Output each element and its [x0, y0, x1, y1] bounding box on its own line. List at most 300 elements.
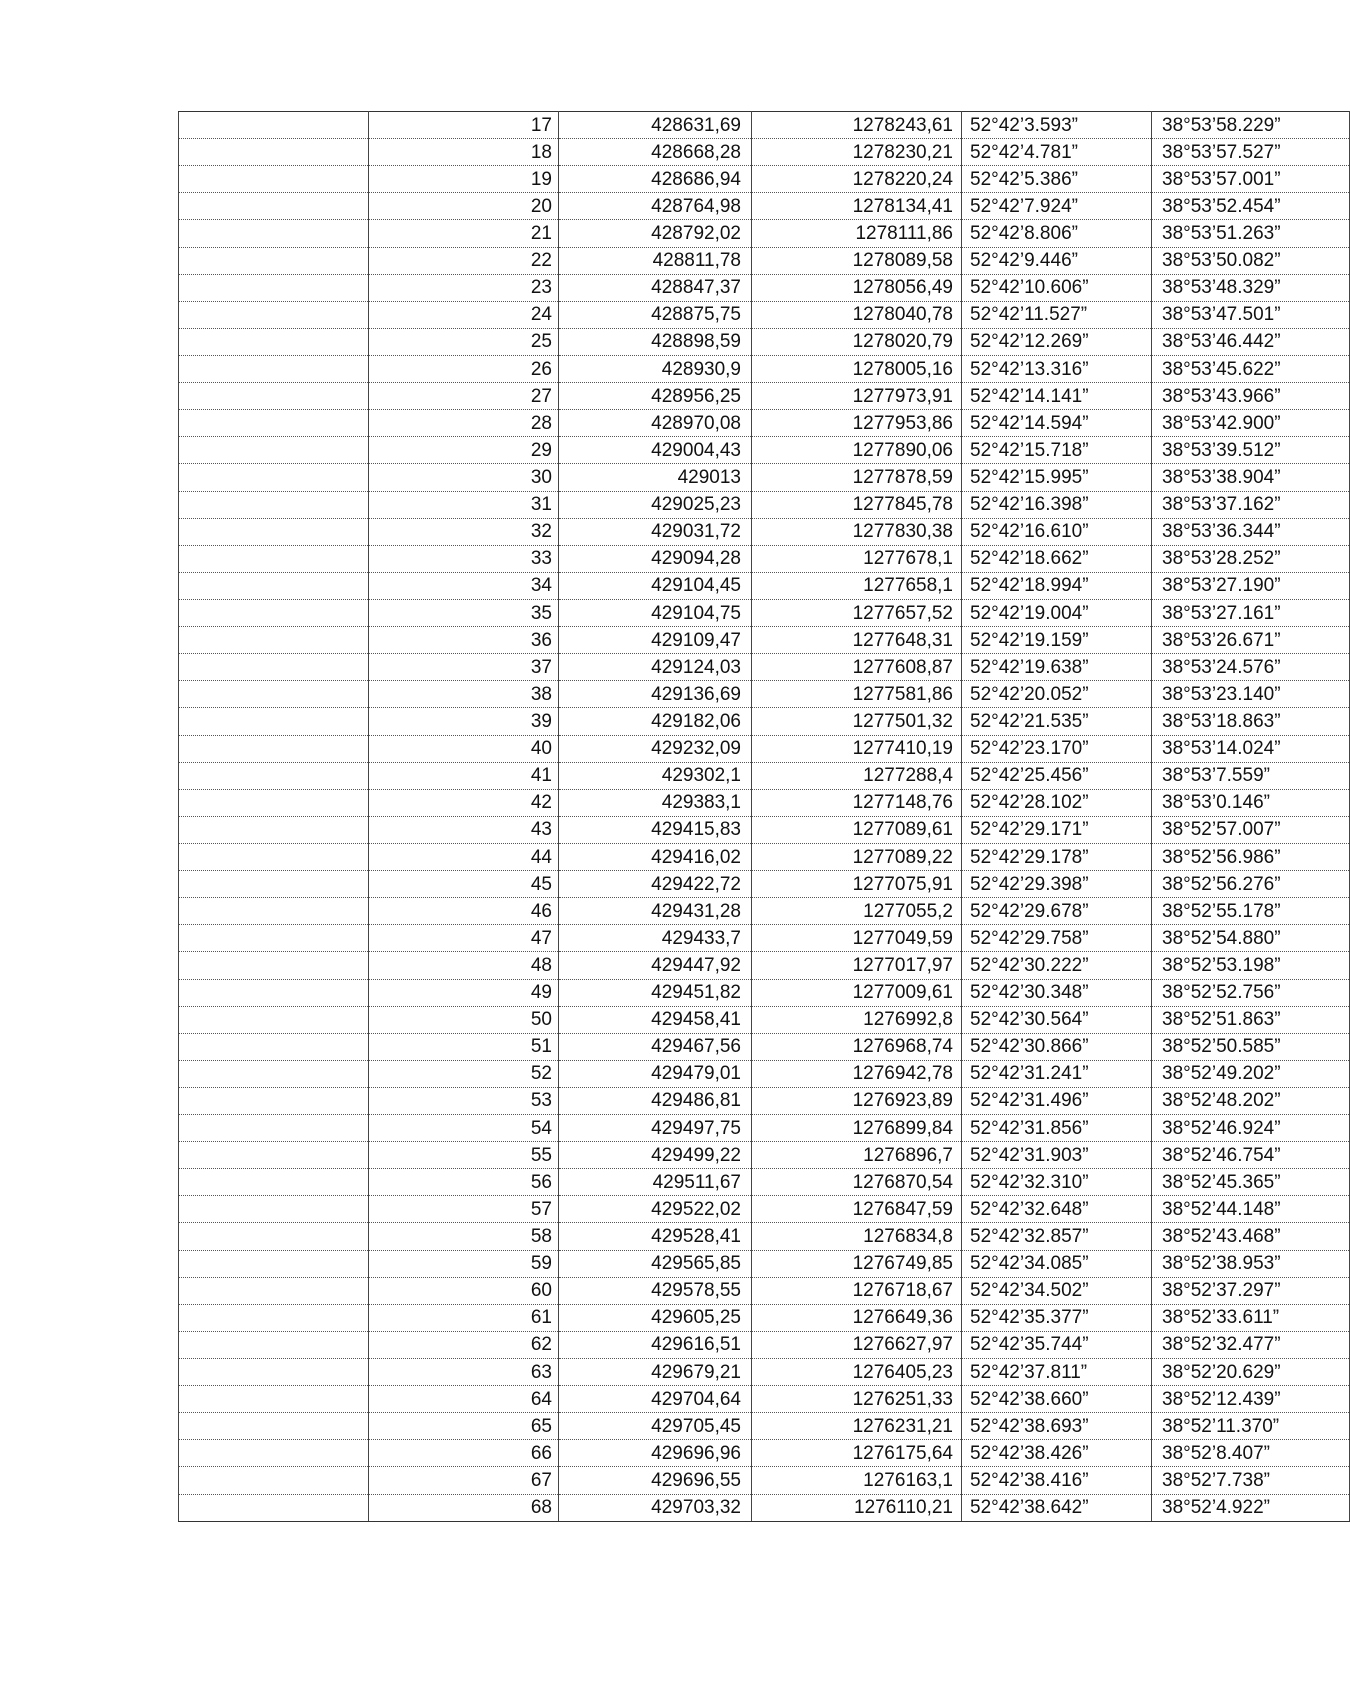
latitude-cell: 52°42’15.718”	[962, 437, 1152, 464]
x-coordinate-cell: 428631,69	[559, 112, 752, 139]
latitude-cell: 52°42’29.398”	[962, 871, 1152, 898]
longitude-cell: 38°53’45.622”	[1152, 355, 1350, 382]
blank-cell	[179, 627, 369, 654]
y-coordinate-cell: 1277658,1	[752, 572, 962, 599]
table-row	[179, 1250, 1350, 1277]
point-number-cell: 63	[369, 1359, 559, 1386]
blank-cell	[179, 952, 369, 979]
latitude-cell: 52°42’38.416”	[962, 1467, 1152, 1494]
blank-cell	[179, 491, 369, 518]
point-number-cell: 19	[369, 166, 559, 193]
latitude-cell: 52°42’31.856”	[962, 1115, 1152, 1142]
y-coordinate-cell: 1277845,78	[752, 491, 962, 518]
blank-cell	[179, 247, 369, 274]
table-row	[179, 410, 1350, 437]
table-row	[179, 627, 1350, 654]
point-number-cell: 57	[369, 1196, 559, 1223]
y-coordinate-cell: 1278111,86	[752, 220, 962, 247]
x-coordinate-cell: 429616,51	[559, 1331, 752, 1358]
longitude-cell: 38°52’12.439”	[1152, 1386, 1350, 1413]
point-number-cell: 54	[369, 1115, 559, 1142]
point-number-cell: 33	[369, 545, 559, 572]
longitude-cell: 38°52’56.986”	[1152, 843, 1350, 870]
table-row	[179, 1033, 1350, 1060]
latitude-cell: 52°42’32.857”	[962, 1223, 1152, 1250]
x-coordinate-cell: 428898,59	[559, 328, 752, 355]
point-number-cell: 46	[369, 898, 559, 925]
latitude-cell: 52°42’29.678”	[962, 898, 1152, 925]
longitude-cell: 38°53’57.001”	[1152, 166, 1350, 193]
latitude-cell: 52°42’8.806”	[962, 220, 1152, 247]
latitude-cell: 52°42’16.610”	[962, 518, 1152, 545]
x-coordinate-cell: 428875,75	[559, 301, 752, 328]
table-row	[179, 112, 1350, 139]
latitude-cell: 52°42’34.085”	[962, 1250, 1152, 1277]
longitude-cell: 38°52’48.202”	[1152, 1087, 1350, 1114]
point-number-cell: 29	[369, 437, 559, 464]
x-coordinate-cell: 428792,02	[559, 220, 752, 247]
longitude-cell: 38°52’52.756”	[1152, 979, 1350, 1006]
blank-cell	[179, 328, 369, 355]
x-coordinate-cell: 429431,28	[559, 898, 752, 925]
x-coordinate-cell: 429704,64	[559, 1386, 752, 1413]
point-number-cell: 21	[369, 220, 559, 247]
point-number-cell: 23	[369, 274, 559, 301]
x-coordinate-cell: 429497,75	[559, 1115, 752, 1142]
x-coordinate-cell: 428930,9	[559, 355, 752, 382]
blank-cell	[179, 1087, 369, 1114]
blank-cell	[179, 139, 369, 166]
blank-cell	[179, 572, 369, 599]
blank-cell	[179, 1304, 369, 1331]
table-row	[179, 1142, 1350, 1169]
x-coordinate-cell: 429433,7	[559, 925, 752, 952]
table-row	[179, 464, 1350, 491]
latitude-cell: 52°42’20.052”	[962, 681, 1152, 708]
table-row	[179, 437, 1350, 464]
point-number-cell: 37	[369, 654, 559, 681]
x-coordinate-cell: 429025,23	[559, 491, 752, 518]
latitude-cell: 52°42’38.426”	[962, 1440, 1152, 1467]
longitude-cell: 38°53’28.252”	[1152, 545, 1350, 572]
latitude-cell: 52°42’7.924”	[962, 193, 1152, 220]
blank-cell	[179, 1115, 369, 1142]
table-row	[179, 166, 1350, 193]
table-row	[179, 1467, 1350, 1494]
y-coordinate-cell: 1276834,8	[752, 1223, 962, 1250]
x-coordinate-cell: 429696,55	[559, 1467, 752, 1494]
latitude-cell: 52°42’30.866”	[962, 1033, 1152, 1060]
y-coordinate-cell: 1277148,76	[752, 789, 962, 816]
blank-cell	[179, 871, 369, 898]
latitude-cell: 52°42’31.496”	[962, 1087, 1152, 1114]
longitude-cell: 38°53’57.527”	[1152, 139, 1350, 166]
table-row	[179, 383, 1350, 410]
y-coordinate-cell: 1277017,97	[752, 952, 962, 979]
latitude-cell: 52°42’12.269”	[962, 328, 1152, 355]
table-row	[179, 979, 1350, 1006]
blank-cell	[179, 1277, 369, 1304]
blank-cell	[179, 1033, 369, 1060]
x-coordinate-cell: 429578,55	[559, 1277, 752, 1304]
blank-cell	[179, 1169, 369, 1196]
x-coordinate-cell: 429109,47	[559, 627, 752, 654]
x-coordinate-cell: 429565,85	[559, 1250, 752, 1277]
y-coordinate-cell: 1278040,78	[752, 301, 962, 328]
point-number-cell: 39	[369, 708, 559, 735]
blank-cell	[179, 1386, 369, 1413]
longitude-cell: 38°53’26.671”	[1152, 627, 1350, 654]
longitude-cell: 38°53’36.344”	[1152, 518, 1350, 545]
x-coordinate-cell: 428686,94	[559, 166, 752, 193]
blank-cell	[179, 925, 369, 952]
x-coordinate-cell: 428668,28	[559, 139, 752, 166]
y-coordinate-cell: 1276923,89	[752, 1087, 962, 1114]
x-coordinate-cell: 429479,01	[559, 1060, 752, 1087]
longitude-cell: 38°52’55.178”	[1152, 898, 1350, 925]
latitude-cell: 52°42’38.642”	[962, 1494, 1152, 1521]
point-number-cell: 28	[369, 410, 559, 437]
table-row	[179, 1304, 1350, 1331]
latitude-cell: 52°42’30.348”	[962, 979, 1152, 1006]
longitude-cell: 38°52’50.585”	[1152, 1033, 1350, 1060]
longitude-cell: 38°52’7.738”	[1152, 1467, 1350, 1494]
blank-cell	[179, 545, 369, 572]
x-coordinate-cell: 428847,37	[559, 274, 752, 301]
table-row	[179, 491, 1350, 518]
x-coordinate-cell: 429182,06	[559, 708, 752, 735]
table-row	[179, 762, 1350, 789]
x-coordinate-cell: 429422,72	[559, 871, 752, 898]
latitude-cell: 52°42’30.564”	[962, 1006, 1152, 1033]
blank-cell	[179, 1196, 369, 1223]
x-coordinate-cell: 429004,43	[559, 437, 752, 464]
longitude-cell: 38°53’43.966”	[1152, 383, 1350, 410]
blank-cell	[179, 1060, 369, 1087]
x-coordinate-cell: 429499,22	[559, 1142, 752, 1169]
longitude-cell: 38°53’27.190”	[1152, 572, 1350, 599]
longitude-cell: 38°52’49.202”	[1152, 1060, 1350, 1087]
point-number-cell: 44	[369, 843, 559, 870]
x-coordinate-cell: 429302,1	[559, 762, 752, 789]
longitude-cell: 38°52’43.468”	[1152, 1223, 1350, 1250]
longitude-cell: 38°53’50.082”	[1152, 247, 1350, 274]
y-coordinate-cell: 1276405,23	[752, 1359, 962, 1386]
latitude-cell: 52°42’29.758”	[962, 925, 1152, 952]
point-number-cell: 64	[369, 1386, 559, 1413]
blank-cell	[179, 654, 369, 681]
table-row	[179, 1006, 1350, 1033]
y-coordinate-cell: 1277288,4	[752, 762, 962, 789]
latitude-cell: 52°42’19.004”	[962, 599, 1152, 626]
longitude-cell: 38°53’42.900”	[1152, 410, 1350, 437]
point-number-cell: 34	[369, 572, 559, 599]
longitude-cell: 38°52’46.924”	[1152, 1115, 1350, 1142]
y-coordinate-cell: 1276870,54	[752, 1169, 962, 1196]
latitude-cell: 52°42’25.456”	[962, 762, 1152, 789]
coordinates-table	[178, 111, 1350, 1522]
point-number-cell: 18	[369, 139, 559, 166]
y-coordinate-cell: 1276847,59	[752, 1196, 962, 1223]
y-coordinate-cell: 1276942,78	[752, 1060, 962, 1087]
latitude-cell: 52°42’28.102”	[962, 789, 1152, 816]
x-coordinate-cell: 429467,56	[559, 1033, 752, 1060]
table-row	[179, 871, 1350, 898]
blank-cell	[179, 762, 369, 789]
y-coordinate-cell: 1278056,49	[752, 274, 962, 301]
x-coordinate-cell: 429013	[559, 464, 752, 491]
point-number-cell: 38	[369, 681, 559, 708]
blank-cell	[179, 1359, 369, 1386]
x-coordinate-cell: 428811,78	[559, 247, 752, 274]
table-row	[179, 193, 1350, 220]
table-row	[179, 220, 1350, 247]
x-coordinate-cell: 429104,45	[559, 572, 752, 599]
point-number-cell: 68	[369, 1494, 559, 1521]
table-row	[179, 654, 1350, 681]
x-coordinate-cell: 429094,28	[559, 545, 752, 572]
table-row	[179, 301, 1350, 328]
latitude-cell: 52°42’35.744”	[962, 1331, 1152, 1358]
x-coordinate-cell: 429511,67	[559, 1169, 752, 1196]
table-row	[179, 599, 1350, 626]
table-row	[179, 789, 1350, 816]
longitude-cell: 38°52’45.365”	[1152, 1169, 1350, 1196]
point-number-cell: 56	[369, 1169, 559, 1196]
x-coordinate-cell: 429703,32	[559, 1494, 752, 1521]
y-coordinate-cell: 1278005,16	[752, 355, 962, 382]
point-number-cell: 43	[369, 816, 559, 843]
latitude-cell: 52°42’38.660”	[962, 1386, 1152, 1413]
y-coordinate-cell: 1276968,74	[752, 1033, 962, 1060]
longitude-cell: 38°52’38.953”	[1152, 1250, 1350, 1277]
table-row	[179, 1440, 1350, 1467]
x-coordinate-cell: 429031,72	[559, 518, 752, 545]
latitude-cell: 52°42’5.386”	[962, 166, 1152, 193]
table-row	[179, 1223, 1350, 1250]
blank-cell	[179, 410, 369, 437]
point-number-cell: 45	[369, 871, 559, 898]
point-number-cell: 67	[369, 1467, 559, 1494]
longitude-cell: 38°52’11.370”	[1152, 1413, 1350, 1440]
table-row	[179, 1386, 1350, 1413]
point-number-cell: 25	[369, 328, 559, 355]
longitude-cell: 38°52’51.863”	[1152, 1006, 1350, 1033]
longitude-cell: 38°53’18.863”	[1152, 708, 1350, 735]
blank-cell	[179, 979, 369, 1006]
y-coordinate-cell: 1276992,8	[752, 1006, 962, 1033]
latitude-cell: 52°42’32.648”	[962, 1196, 1152, 1223]
longitude-cell: 38°52’32.477”	[1152, 1331, 1350, 1358]
longitude-cell: 38°52’56.276”	[1152, 871, 1350, 898]
table-row	[179, 274, 1350, 301]
blank-cell	[179, 166, 369, 193]
table-row	[179, 1115, 1350, 1142]
y-coordinate-cell: 1277890,06	[752, 437, 962, 464]
x-coordinate-cell: 429232,09	[559, 735, 752, 762]
latitude-cell: 52°42’31.241”	[962, 1060, 1152, 1087]
table-row	[179, 898, 1350, 925]
blank-cell	[179, 1494, 369, 1521]
point-number-cell: 59	[369, 1250, 559, 1277]
latitude-cell: 52°42’19.159”	[962, 627, 1152, 654]
point-number-cell: 55	[369, 1142, 559, 1169]
table-row	[179, 1060, 1350, 1087]
point-number-cell: 53	[369, 1087, 559, 1114]
x-coordinate-cell: 429383,1	[559, 789, 752, 816]
longitude-cell: 38°53’46.442”	[1152, 328, 1350, 355]
point-number-cell: 26	[369, 355, 559, 382]
longitude-cell: 38°53’38.904”	[1152, 464, 1350, 491]
longitude-cell: 38°53’58.229”	[1152, 112, 1350, 139]
x-coordinate-cell: 429124,03	[559, 654, 752, 681]
point-number-cell: 47	[369, 925, 559, 952]
latitude-cell: 52°42’37.811”	[962, 1359, 1152, 1386]
blank-cell	[179, 1331, 369, 1358]
y-coordinate-cell: 1276231,21	[752, 1413, 962, 1440]
latitude-cell: 52°42’29.171”	[962, 816, 1152, 843]
table-row	[179, 708, 1350, 735]
x-coordinate-cell: 429416,02	[559, 843, 752, 870]
table-row	[179, 925, 1350, 952]
longitude-cell: 38°52’54.880”	[1152, 925, 1350, 952]
latitude-cell: 52°42’11.527”	[962, 301, 1152, 328]
table-row	[179, 843, 1350, 870]
y-coordinate-cell: 1276163,1	[752, 1467, 962, 1494]
longitude-cell: 38°53’48.329”	[1152, 274, 1350, 301]
point-number-cell: 20	[369, 193, 559, 220]
y-coordinate-cell: 1277410,19	[752, 735, 962, 762]
y-coordinate-cell: 1278243,61	[752, 112, 962, 139]
x-coordinate-cell: 428956,25	[559, 383, 752, 410]
table-row	[179, 1359, 1350, 1386]
x-coordinate-cell: 429696,96	[559, 1440, 752, 1467]
y-coordinate-cell: 1277953,86	[752, 410, 962, 437]
latitude-cell: 52°42’32.310”	[962, 1169, 1152, 1196]
x-coordinate-cell: 429104,75	[559, 599, 752, 626]
point-number-cell: 52	[369, 1060, 559, 1087]
longitude-cell: 38°52’8.407”	[1152, 1440, 1350, 1467]
blank-cell	[179, 383, 369, 410]
y-coordinate-cell: 1276896,7	[752, 1142, 962, 1169]
longitude-cell: 38°53’7.559”	[1152, 762, 1350, 789]
y-coordinate-cell: 1276110,21	[752, 1494, 962, 1521]
table-row	[179, 816, 1350, 843]
y-coordinate-cell: 1276899,84	[752, 1115, 962, 1142]
y-coordinate-cell: 1278220,24	[752, 166, 962, 193]
table-row	[179, 328, 1350, 355]
blank-cell	[179, 518, 369, 545]
y-coordinate-cell: 1276627,97	[752, 1331, 962, 1358]
longitude-cell: 38°53’52.454”	[1152, 193, 1350, 220]
x-coordinate-cell: 429136,69	[559, 681, 752, 708]
x-coordinate-cell: 429679,21	[559, 1359, 752, 1386]
table-row	[179, 735, 1350, 762]
latitude-cell: 52°42’18.662”	[962, 545, 1152, 572]
table-row	[179, 1087, 1350, 1114]
y-coordinate-cell: 1278020,79	[752, 328, 962, 355]
blank-cell	[179, 1440, 369, 1467]
blank-cell	[179, 735, 369, 762]
blank-cell	[179, 274, 369, 301]
y-coordinate-cell: 1276175,64	[752, 1440, 962, 1467]
y-coordinate-cell: 1277648,31	[752, 627, 962, 654]
x-coordinate-cell: 429486,81	[559, 1087, 752, 1114]
y-coordinate-cell: 1277973,91	[752, 383, 962, 410]
blank-cell	[179, 1250, 369, 1277]
table-row	[179, 545, 1350, 572]
y-coordinate-cell: 1277075,91	[752, 871, 962, 898]
point-number-cell: 24	[369, 301, 559, 328]
latitude-cell: 52°42’3.593”	[962, 112, 1152, 139]
y-coordinate-cell: 1276749,85	[752, 1250, 962, 1277]
longitude-cell: 38°53’14.024”	[1152, 735, 1350, 762]
longitude-cell: 38°53’0.146”	[1152, 789, 1350, 816]
y-coordinate-cell: 1276649,36	[752, 1304, 962, 1331]
longitude-cell: 38°53’39.512”	[1152, 437, 1350, 464]
latitude-cell: 52°42’14.594”	[962, 410, 1152, 437]
latitude-cell: 52°42’29.178”	[962, 843, 1152, 870]
x-coordinate-cell: 428764,98	[559, 193, 752, 220]
latitude-cell: 52°42’4.781”	[962, 139, 1152, 166]
table-row	[179, 247, 1350, 274]
blank-cell	[179, 1223, 369, 1250]
latitude-cell: 52°42’23.170”	[962, 735, 1152, 762]
y-coordinate-cell: 1277608,87	[752, 654, 962, 681]
blank-cell	[179, 193, 369, 220]
point-number-cell: 32	[369, 518, 559, 545]
longitude-cell: 38°53’27.161”	[1152, 599, 1350, 626]
point-number-cell: 48	[369, 952, 559, 979]
longitude-cell: 38°53’24.576”	[1152, 654, 1350, 681]
y-coordinate-cell: 1276251,33	[752, 1386, 962, 1413]
table-row	[179, 1169, 1350, 1196]
point-number-cell: 49	[369, 979, 559, 1006]
y-coordinate-cell: 1277009,61	[752, 979, 962, 1006]
table-row	[179, 139, 1350, 166]
x-coordinate-cell: 429447,92	[559, 952, 752, 979]
point-number-cell: 40	[369, 735, 559, 762]
longitude-cell: 38°53’51.263”	[1152, 220, 1350, 247]
blank-cell	[179, 1142, 369, 1169]
longitude-cell: 38°53’47.501”	[1152, 301, 1350, 328]
latitude-cell: 52°42’38.693”	[962, 1413, 1152, 1440]
blank-cell	[179, 220, 369, 247]
point-number-cell: 61	[369, 1304, 559, 1331]
point-number-cell: 51	[369, 1033, 559, 1060]
point-number-cell: 50	[369, 1006, 559, 1033]
latitude-cell: 52°42’9.446”	[962, 247, 1152, 274]
y-coordinate-cell: 1278134,41	[752, 193, 962, 220]
point-number-cell: 22	[369, 247, 559, 274]
longitude-cell: 38°52’4.922”	[1152, 1494, 1350, 1521]
y-coordinate-cell: 1277089,22	[752, 843, 962, 870]
point-number-cell: 66	[369, 1440, 559, 1467]
latitude-cell: 52°42’10.606”	[962, 274, 1152, 301]
x-coordinate-cell: 429415,83	[559, 816, 752, 843]
blank-cell	[179, 1413, 369, 1440]
latitude-cell: 52°42’34.502”	[962, 1277, 1152, 1304]
longitude-cell: 38°52’37.297”	[1152, 1277, 1350, 1304]
latitude-cell: 52°42’13.316”	[962, 355, 1152, 382]
table-row	[179, 1494, 1350, 1521]
point-number-cell: 65	[369, 1413, 559, 1440]
table-row	[179, 355, 1350, 382]
y-coordinate-cell: 1277657,52	[752, 599, 962, 626]
x-coordinate-cell: 429451,82	[559, 979, 752, 1006]
table-row	[179, 1331, 1350, 1358]
latitude-cell: 52°42’31.903”	[962, 1142, 1152, 1169]
